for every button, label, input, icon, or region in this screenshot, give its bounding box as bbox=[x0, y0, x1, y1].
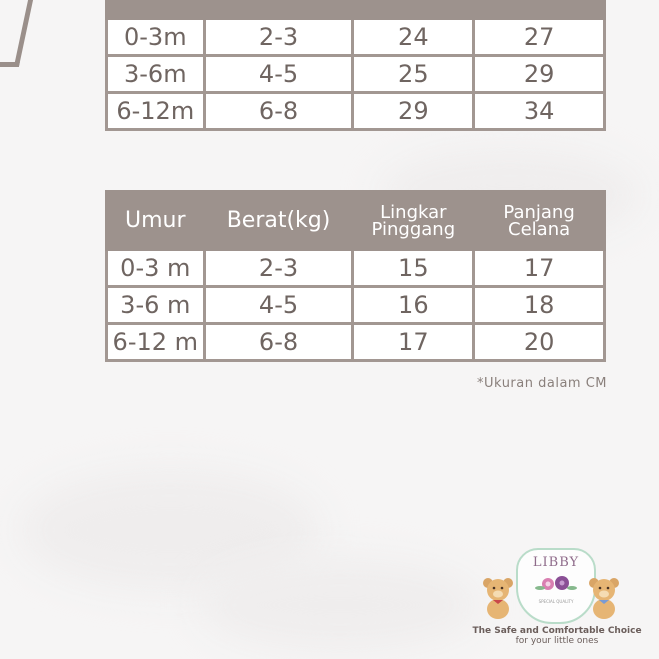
cell-panjang-celana: 20 bbox=[474, 324, 605, 361]
cell-baju: 27 bbox=[474, 19, 605, 56]
cell-berat: 6-8 bbox=[204, 93, 353, 130]
header-berat: Berat(kg) bbox=[204, 192, 353, 250]
cell-berat: 2-3 bbox=[204, 19, 353, 56]
cell-berat: 4-5 bbox=[204, 56, 353, 93]
cell-dada: 29 bbox=[353, 93, 474, 130]
flower-icon bbox=[532, 572, 580, 596]
table-row bbox=[107, 19, 605, 56]
brand-logo bbox=[472, 548, 642, 648]
cell-baju: 34 bbox=[474, 93, 605, 130]
header-berat bbox=[204, 0, 353, 19]
cell-lingkar-pinggang: 15 bbox=[353, 250, 474, 287]
cell-baju: 29 bbox=[474, 56, 605, 93]
header-umur: Umur bbox=[107, 192, 205, 250]
header-line: Lingkar bbox=[380, 201, 447, 223]
logo-shield bbox=[516, 548, 596, 624]
size-note: *Ukuran dalam CM bbox=[477, 376, 607, 391]
table-row bbox=[107, 56, 605, 93]
brand-tagline-sub: for your little ones bbox=[515, 636, 599, 646]
header-panjang-celana bbox=[474, 192, 605, 250]
cell-berat: 2-3 bbox=[204, 250, 353, 287]
cell-umur: 6-12m bbox=[107, 93, 205, 130]
cell-umur: 0-3m bbox=[107, 19, 205, 56]
corner-decoration bbox=[0, 0, 35, 67]
brand-tagline: The Safe and Comfortable Choice bbox=[472, 626, 642, 636]
size-table-top bbox=[105, 0, 606, 131]
header-baju bbox=[474, 0, 605, 19]
cell-panjang-celana: 18 bbox=[474, 287, 605, 324]
header-line: Pinggang bbox=[371, 218, 456, 240]
table-row bbox=[107, 93, 605, 130]
cell-umur: 3-6 m bbox=[107, 287, 205, 324]
cell-umur: 3-6m bbox=[107, 56, 205, 93]
cell-berat: 6-8 bbox=[204, 324, 353, 361]
cell-dada: 25 bbox=[353, 56, 474, 93]
brand-name: LIBBY bbox=[532, 555, 580, 570]
cell-dada: 24 bbox=[353, 19, 474, 56]
header-line: Panjang bbox=[503, 201, 575, 223]
bear-icon bbox=[586, 576, 622, 620]
cell-lingkar-pinggang: 16 bbox=[353, 287, 474, 324]
header-lingkar-pinggang bbox=[353, 192, 474, 250]
header-dada bbox=[353, 0, 474, 19]
cell-umur: 0-3 m bbox=[107, 250, 205, 287]
table-row bbox=[107, 287, 605, 324]
size-table-bottom bbox=[105, 190, 606, 362]
table-header-row bbox=[107, 0, 605, 19]
bear-icon bbox=[480, 576, 516, 620]
header-umur bbox=[107, 0, 205, 19]
cell-berat: 4-5 bbox=[204, 287, 353, 324]
cell-umur: 6-12 m bbox=[107, 324, 205, 361]
cell-panjang-celana: 17 bbox=[474, 250, 605, 287]
background-texture bbox=[200, 560, 480, 650]
header-line: Celana bbox=[508, 218, 571, 240]
table-header-row bbox=[107, 192, 605, 250]
brand-subtitle: SPECIAL QUALITY bbox=[538, 599, 574, 604]
cell-lingkar-pinggang: 17 bbox=[353, 324, 474, 361]
table-row bbox=[107, 324, 605, 361]
table-row bbox=[107, 250, 605, 287]
